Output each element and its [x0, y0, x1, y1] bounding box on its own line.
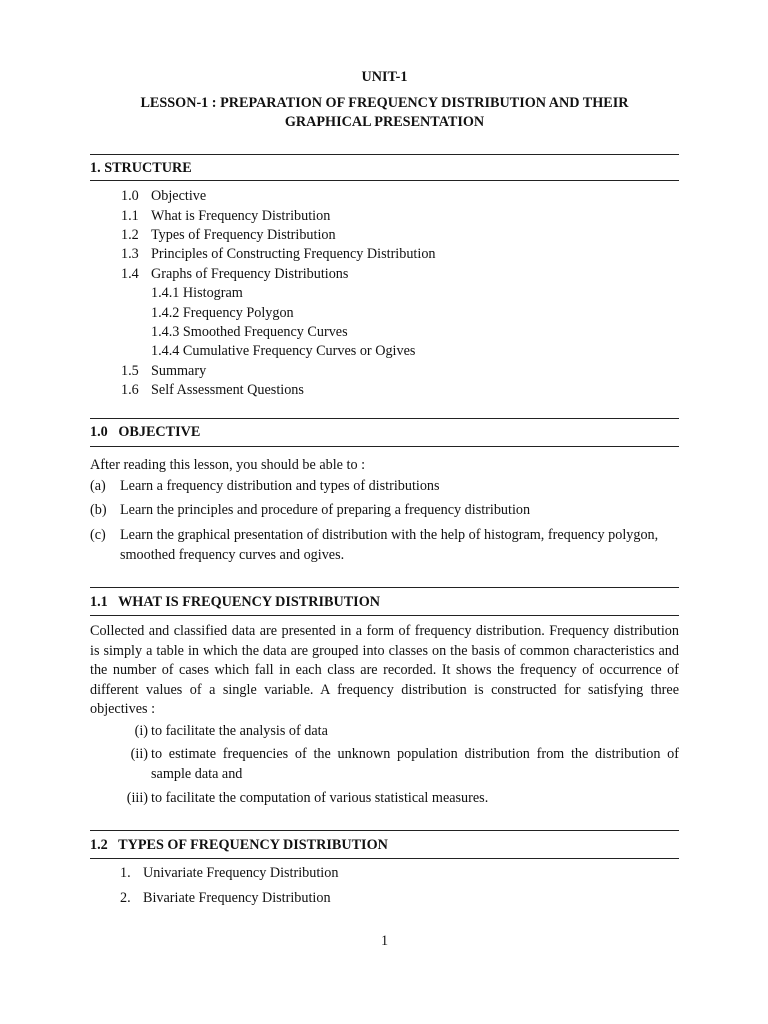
types-heading: 1.2 TYPES OF FREQUENCY DISTRIBUTION	[90, 837, 388, 853]
list-marker: (b)	[90, 502, 107, 518]
toc-text: Types of Frequency Distribution	[151, 227, 336, 243]
list-text: Learn a frequency distribution and types of distributions	[120, 478, 440, 494]
toc-text: What is Frequency Distribution	[151, 208, 331, 224]
toc-subitem: 1.4.3 Smoothed Frequency Curves	[151, 324, 348, 340]
toc-num: 1.6	[121, 382, 139, 398]
divider	[90, 615, 679, 616]
list-text: to estimate frequencies of the unknown population distribution from the distribution of sample data and	[151, 746, 679, 782]
list-marker: (iii)	[126, 790, 148, 806]
list-text: Learn the principles and procedure of preparing a frequency distribution	[120, 502, 531, 518]
objective-intro: After reading this lesson, you should be able to :	[90, 457, 366, 473]
toc-item	[121, 207, 330, 227]
divider	[90, 180, 679, 181]
toc-num: 1.5	[121, 363, 139, 379]
divider	[90, 446, 679, 447]
toc-item	[121, 381, 304, 401]
divider	[90, 154, 679, 155]
toc-num: 1.3	[121, 246, 139, 262]
types-item	[120, 889, 331, 909]
list-text: to facilitate the computation of various statistical measures.	[151, 790, 489, 806]
toc-subitem: 1.4.1 Histogram	[151, 285, 243, 301]
toc-item	[121, 265, 348, 285]
toc-text: Self Assessment Questions	[151, 382, 304, 398]
toc-text: Graphs of Frequency Distributions	[151, 266, 349, 282]
structure-heading: 1. STRUCTURE	[90, 160, 192, 176]
list-marker: (i)	[134, 723, 148, 739]
page-number: 1	[380, 933, 389, 949]
list-marker: 1.	[120, 865, 131, 881]
list-marker: (a)	[90, 478, 106, 494]
list-marker: (ii)	[130, 746, 148, 762]
toc-num: 1.0	[121, 188, 139, 204]
toc-subitem: 1.4.4 Cumulative Frequency Curves or Ogives	[151, 343, 416, 359]
toc-item	[121, 362, 206, 382]
list-text: Univariate Frequency Distribution	[143, 865, 339, 881]
divider	[90, 587, 679, 588]
what-is-heading: 1.1 WHAT IS FREQUENCY DISTRIBUTION	[90, 594, 380, 610]
list-text: Learn the graphical presentation of distribution with the help of histogram, frequency polygon, smoothed frequency curves and ogives.	[120, 527, 659, 563]
divider	[90, 858, 679, 859]
toc-item	[121, 245, 436, 265]
toc-num: 1.4	[121, 266, 139, 282]
what-is-paragraph: Collected and classified data are presented in a form of frequency distribution. Frequency distribution is simply a table in which the data are grouped into classes on the basis of common characteristics and the number of cases which fall in each class are recorded. It shows the frequency of occurrence of different values of a single variable. A frequency distribution is constructed for satisfying three objectives :	[90, 623, 679, 717]
types-item	[120, 864, 338, 884]
list-text: to facilitate the analysis of data	[151, 723, 328, 739]
toc-text: Principles of Constructing Frequency Distribution	[151, 246, 436, 262]
list-marker: 2.	[120, 890, 131, 906]
divider	[90, 418, 679, 419]
toc-text: Summary	[151, 363, 207, 379]
list-text: Bivariate Frequency Distribution	[143, 890, 331, 906]
toc-subitem: 1.4.2 Frequency Polygon	[151, 305, 294, 321]
toc-num: 1.1	[121, 208, 139, 224]
toc-text: Objective	[151, 188, 207, 204]
unit-title: UNIT-1	[361, 69, 408, 85]
divider	[90, 830, 679, 831]
objective-heading: 1.0 OBJECTIVE	[90, 424, 201, 440]
lesson-title-line1: LESSON-1 : PREPARATION OF FREQUENCY DISTRIBUTION AND THEIR	[140, 95, 629, 111]
toc-item	[121, 187, 206, 207]
list-marker: (c)	[90, 527, 106, 543]
toc-item	[121, 226, 336, 246]
toc-num: 1.2	[121, 227, 139, 243]
lesson-title-line2: GRAPHICAL PRESENTATION	[284, 114, 485, 130]
